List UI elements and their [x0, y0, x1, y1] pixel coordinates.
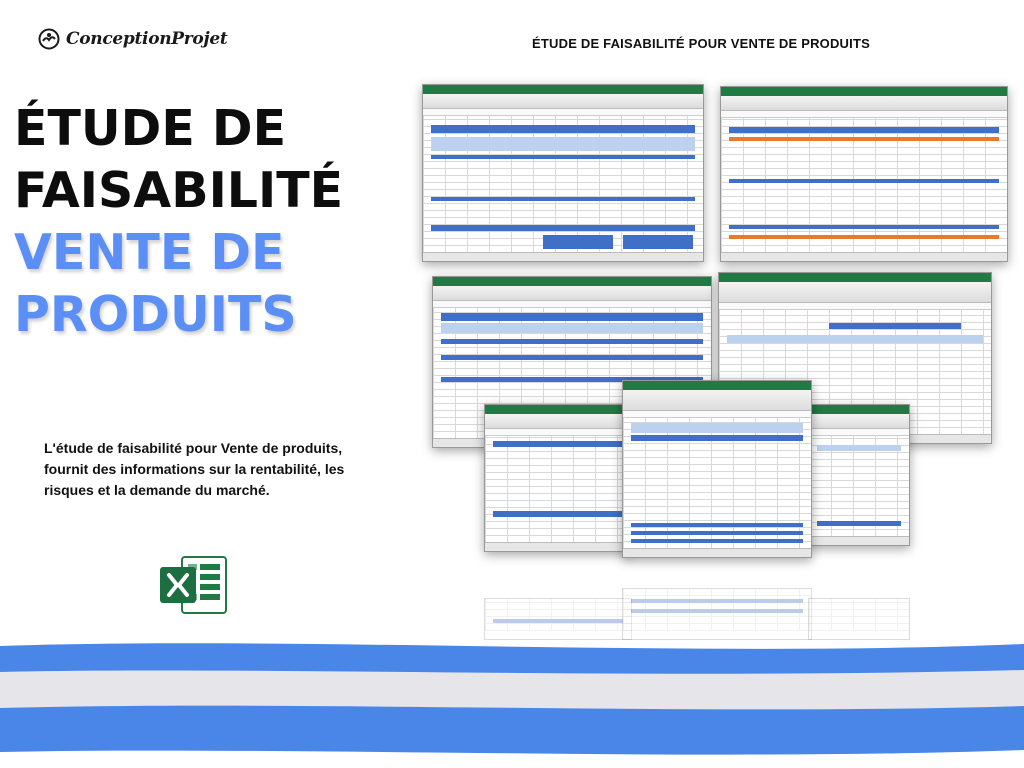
spreadsheet-reflection-right	[808, 598, 910, 640]
decorative-wave-stripes	[0, 636, 1024, 768]
conception-projet-logo-icon	[38, 28, 60, 50]
brand-logo	[38, 28, 227, 50]
excel-icon	[160, 553, 228, 617]
spreadsheet-preview-plan	[484, 404, 632, 552]
logo-text: ConceptionProjet	[66, 29, 228, 49]
spreadsheet-preview-forecast	[808, 404, 910, 546]
hero-line-4: PRODUITS	[14, 286, 297, 343]
hero-line-1: ÉTUDE DE	[14, 100, 287, 157]
spreadsheet-preview-revenue	[422, 84, 704, 262]
hero-line-2: FAISABILITÉ	[14, 162, 344, 219]
hero-line-3: VENTE DE	[14, 224, 285, 281]
spreadsheet-preview-expenses	[720, 86, 1008, 262]
spreadsheet-preview-income-statement	[622, 380, 812, 558]
spreadsheet-reflection-left	[484, 598, 632, 640]
description-text: L'étude de faisabilité pour Vente de produits, fournit des informations sur la rentabilité, les risques et la demande du marché.	[44, 440, 345, 498]
hero-title	[14, 98, 394, 346]
spreadsheet-reflection-center	[622, 588, 812, 640]
page-subtitle: ÉTUDE DE FAISABILITÉ POUR VENTE DE PRODUITS	[532, 36, 870, 51]
